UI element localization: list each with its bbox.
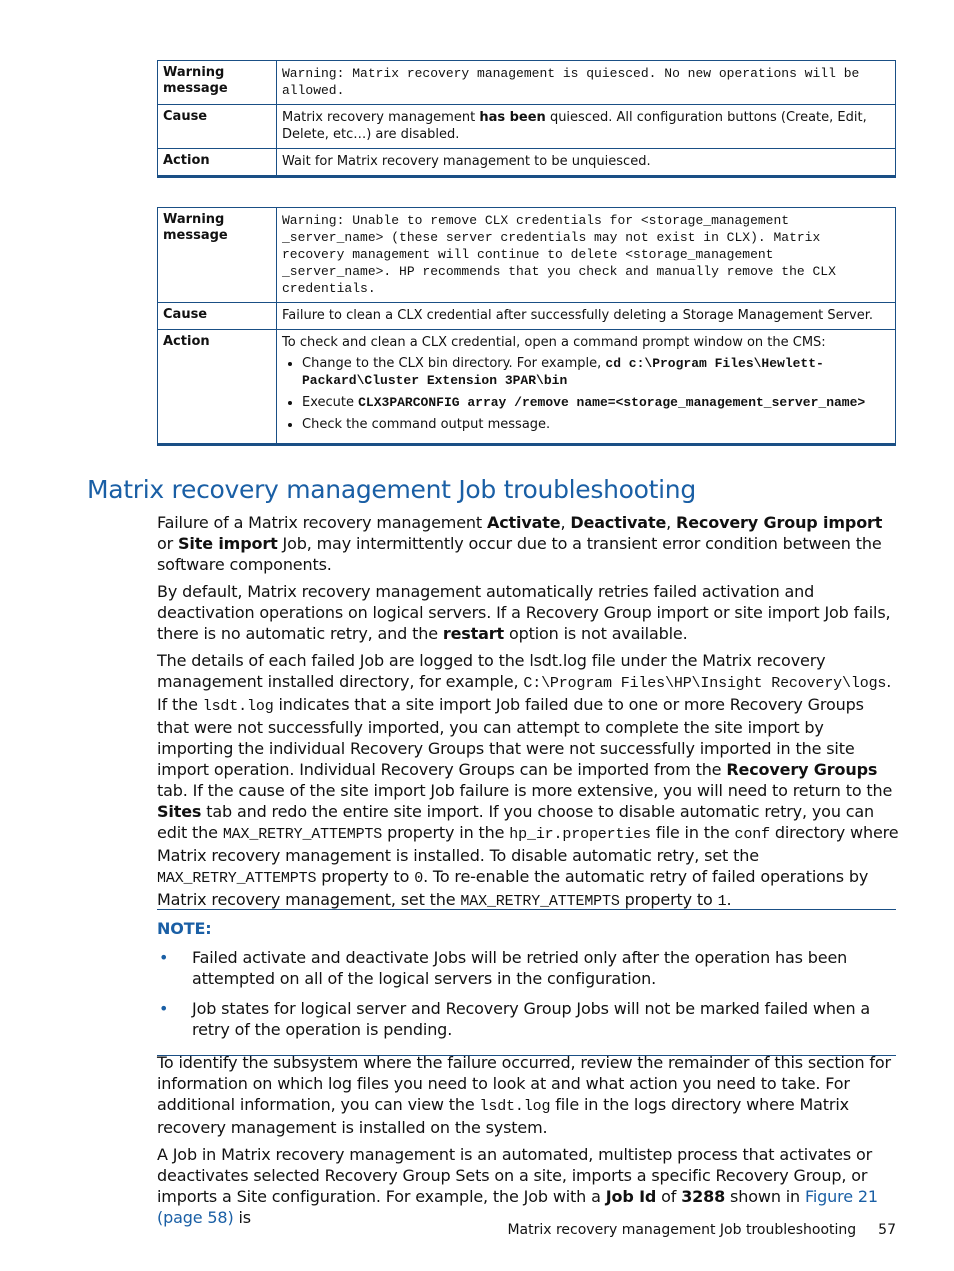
list-item: • Execute CLX3PARCONFIG array /remove name=<storage_management_server_name>	[302, 394, 890, 411]
page-number: 57	[878, 1222, 896, 1238]
message-table-clx	[157, 207, 896, 446]
note-box	[157, 909, 896, 1056]
warning-text: Warning: Unable to remove CLX credentials for <storage_management _server_name> (these server credentials may not exist in CLX). Matrix recovery management will continue to delete <storage_management _server_name>. HP recommends that you check and manually remove the CLX credentials.	[277, 208, 896, 303]
note-list	[157, 947, 896, 1040]
cause-label: Cause	[158, 303, 277, 330]
paragraph-job-definition: A Job in Matrix recovery management is an automated, multistep process that activates or deactivates selected Recovery Group Sets on a site, imports a specific Recovery Group, or imports a Site configuration. For example, the Job with a Job Id of 3288 shown in Figure 21 (page 58) is	[157, 1145, 878, 1227]
list-item: • Check the command output message.	[302, 416, 890, 433]
action-text	[277, 330, 896, 445]
action-intro: To check and clean a CLX credential, open a command prompt window on the CMS:	[282, 335, 826, 350]
page-footer	[507, 1222, 896, 1238]
cause-label: Cause	[158, 105, 277, 149]
footer-title: Matrix recovery management Job troubleshooting	[507, 1222, 857, 1238]
warning-label: Warning message	[158, 208, 277, 303]
section-heading: Matrix recovery management Job troubleshooting	[87, 475, 696, 504]
message-table-quiesced	[157, 60, 896, 178]
figure-link[interactable]: Figure 21 (page 58)	[157, 1187, 878, 1227]
warning-label: Warning message	[158, 61, 277, 105]
body-text-top	[157, 512, 899, 918]
cause-text: Matrix recovery management has been quiesced. All configuration buttons (Create, Edit, Delete, etc…) are disabled.	[277, 105, 896, 149]
paragraph-log-details: The details of each failed Job are logged to the lsdt.log file under the Matrix recovery management installed directory, for example, C:\Program Files\HP\Insight Recovery\logs. If the lsdt.log indicates that a site import Job failed due to one or more Recovery Groups that were not successfully imported, you can attempt to complete the site import by importing the individual Recovery Groups that were not successfully imported in the site import operation. Individual Recovery Groups can be imported from the Recovery Groups tab. If the cause of the site import Job failure is more extensive, you will need to return to the Sites tab and redo the entire site import. If you choose to disable automatic retry, you can edit the MAX_RETRY_ATTEMPTS property in the hp_ir.properties file in the conf directory where Matrix recovery management is installed. To disable automatic retry, set the MAX_RETRY_ATTEMPTS property to 0. To re-enable the automatic retry of failed operations by Matrix recovery management, set the MAX_RETRY_ATTEMPTS property to 1.	[157, 651, 899, 910]
code-clx-command: CLX3PARCONFIG array /remove name=<storage_management_server_name>	[358, 395, 866, 410]
action-label: Action	[158, 149, 277, 177]
body-text-bottom	[157, 1052, 899, 1234]
note-label: NOTE:	[157, 919, 212, 938]
list-item: • Job states for logical server and Recovery Group Jobs will not be marked failed when a retry of the operation is pending.	[192, 998, 896, 1040]
paragraph-identify-subsystem: To identify the subsystem where the failure occurred, review the remainder of this section for information on which log files you need to look at and what action you need to take. For additional information, you can view the lsdt.log file in the logs directory where Matrix recovery management is installed on the system.	[157, 1053, 891, 1137]
paragraph-failure: Failure of a Matrix recovery management Activate, Deactivate, Recovery Group import or Site import Job, may intermittently occur due to a transient error condition between the software components.	[157, 513, 883, 574]
cause-text: Failure to clean a CLX credential after successfully deleting a Storage Management Server.	[277, 303, 896, 330]
list-item: • Change to the CLX bin directory. For example, cd c:\Program Files\Hewlett-Packard\Cluster Extension 3PAR\bin	[302, 355, 890, 389]
action-text: Wait for Matrix recovery management to be unquiesced.	[277, 149, 896, 177]
action-label: Action	[158, 330, 277, 445]
paragraph-default-retry: By default, Matrix recovery management automatically retries failed activation and deactivation operations on logical servers. If a Recovery Group import or site import Job fails, there is no automatic retry, and the restart option is not available.	[157, 582, 891, 643]
list-item: • Failed activate and deactivate Jobs will be retried only after the operation has been attempted on all of the logical servers in the configuration.	[192, 947, 896, 989]
code-cd-command: cd c:\Program Files\Hewlett-Packard\Cluster Extension 3PAR\bin	[302, 356, 824, 388]
action-steps	[282, 355, 890, 433]
warning-text: Warning: Matrix recovery management is quiesced. No new operations will be allowed.	[277, 61, 896, 105]
